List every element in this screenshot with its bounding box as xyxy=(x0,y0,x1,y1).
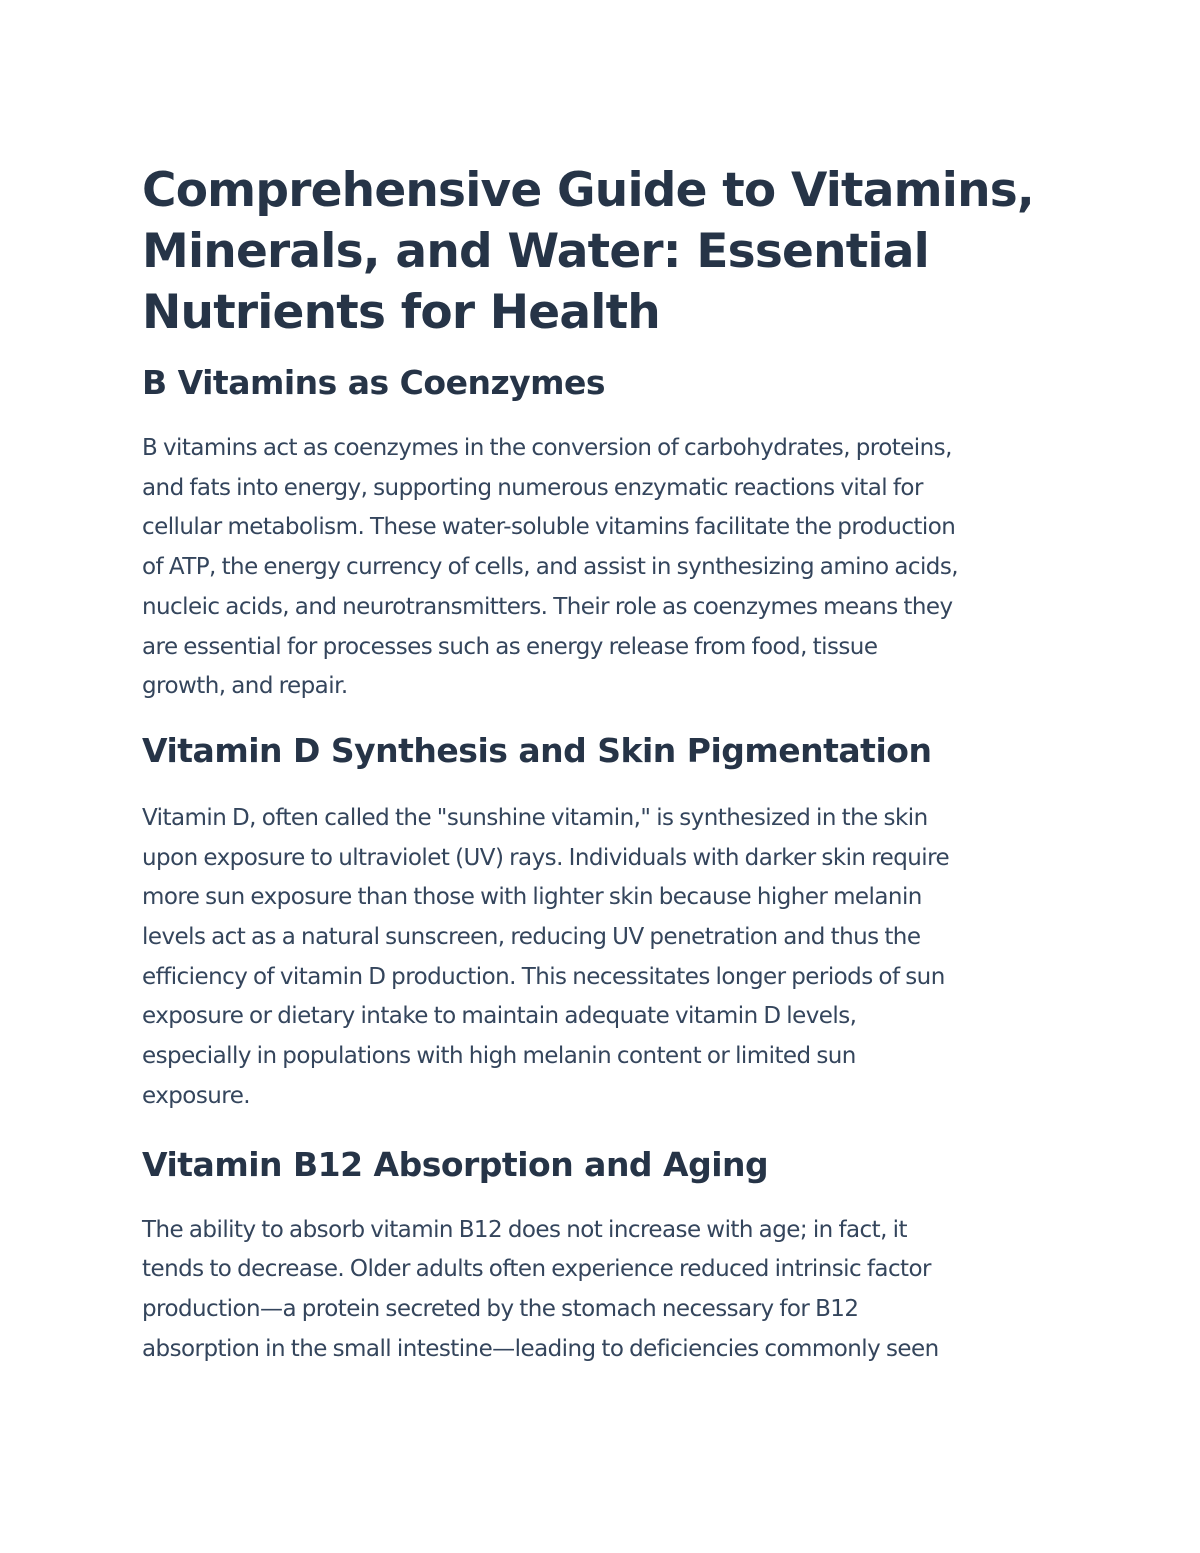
title-line: Comprehensive Guide to Vitamins, xyxy=(142,163,1034,218)
section-vitamin-d xyxy=(142,729,1082,1117)
section-vitamin-b12 xyxy=(142,1143,1082,1370)
paragraph-line: production—a protein secreted by the stomach necessary for B12 xyxy=(142,1295,859,1322)
paragraph-line: tends to decrease. Older adults often experience reduced intrinsic factor xyxy=(142,1256,931,1283)
paragraph-line: growth, and repair. xyxy=(142,673,348,700)
page-title xyxy=(142,160,1082,343)
paragraph-line: more sun exposure than those with lighter skin because higher melanin xyxy=(142,884,922,911)
paragraph-line: exposure or dietary intake to maintain adequate vitamin D levels, xyxy=(142,1003,857,1030)
paragraph-line: Vitamin D, often called the "sunshine vitamin," is synthesized in the skin xyxy=(142,804,928,831)
paragraph-line: efficiency of vitamin D production. This necessitates longer periods of sun xyxy=(142,963,945,990)
paragraph-line: and fats into energy, supporting numerous enzymatic reactions vital for xyxy=(142,474,923,501)
title-line: Minerals, and Water: Essential xyxy=(142,224,929,279)
paragraph-line: upon exposure to ultraviolet (UV) rays. Individuals with darker skin require xyxy=(142,844,950,871)
paragraph-line: of ATP, the energy currency of cells, and assist in synthesizing amino acids, xyxy=(142,554,959,581)
paragraph-line: levels act as a natural sunscreen, reducing UV penetration and thus the xyxy=(142,924,921,951)
paragraph-line: nucleic acids, and neurotransmitters. Their role as coenzymes means they xyxy=(142,593,953,620)
title-line: Nutrients for Health xyxy=(142,285,660,340)
paragraph-line: exposure. xyxy=(142,1082,251,1109)
paragraph-line: B vitamins act as coenzymes in the conversion of carbohydrates, proteins, xyxy=(142,435,952,461)
section-b-vitamins xyxy=(142,361,1082,707)
section-paragraph xyxy=(142,429,1082,707)
paragraph-line: The ability to absorb vitamin B12 does not increase with age; in fact, it xyxy=(142,1216,907,1243)
paragraph-line: cellular metabolism. These water-soluble vitamins facilitate the production xyxy=(142,514,956,541)
paragraph-line: especially in populations with high melanin content or limited sun xyxy=(142,1043,856,1070)
section-heading: B Vitamins as Coenzymes xyxy=(142,363,606,402)
section-heading: Vitamin D Synthesis and Skin Pigmentation xyxy=(142,730,932,770)
section-paragraph xyxy=(142,1211,1082,1370)
paragraph-line: absorption in the small intestine—leading to deficiencies commonly seen xyxy=(142,1335,939,1362)
document-page xyxy=(142,160,1082,1369)
section-paragraph xyxy=(142,799,1082,1117)
paragraph-line: are essential for processes such as energy release from food, tissue xyxy=(142,633,878,660)
section-heading: Vitamin B12 Absorption and Aging xyxy=(142,1144,769,1184)
